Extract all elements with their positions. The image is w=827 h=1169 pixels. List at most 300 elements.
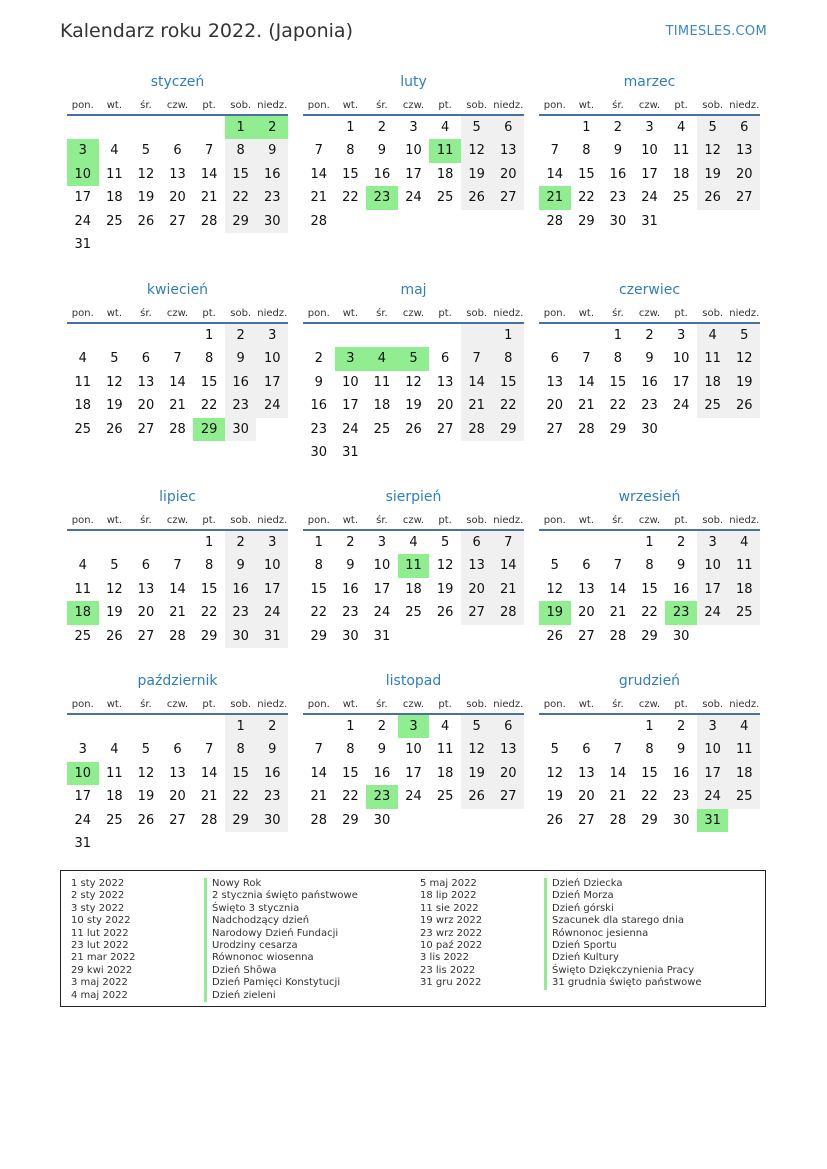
day-cell: 19 [436,581,454,597]
empty-cell [303,116,335,139]
day-cell: 6 [440,351,450,367]
holiday-entry: 29 kwi 2022 [71,964,133,976]
day-cell: 4 [78,558,87,574]
day-cell: 2 [225,531,257,554]
month-name: wrzesień [618,489,681,505]
day-cell: 17 [373,581,391,597]
weekday-label: pt. [438,99,452,111]
weekday-label: pt. [202,514,216,526]
week-row [539,210,760,233]
weekday-label: wt. [578,307,594,319]
day-cell: 28 [310,812,328,828]
week-row [303,347,524,370]
holiday-entry: 1 sty 2022 [71,878,125,889]
weekday-label: śr. [612,698,624,710]
day-cell: 14 [492,554,524,577]
week-row [67,347,288,370]
empty-cell [429,210,461,233]
empty-cell [130,832,162,855]
week-row [303,139,524,162]
day-cell: 26 [546,628,564,644]
day-cell: 18 [728,578,760,601]
holiday-entry: Narodowy Dzień Fundacji [204,928,358,940]
empty-cell [492,809,524,832]
day-cell: 20 [137,398,155,414]
holiday-entry: Dzień górski [544,903,702,915]
day-cell: 21 [578,398,595,414]
day-cell: 27 [578,812,595,828]
week-row [303,371,524,394]
holiday-entry: 3 lis 2022 [420,952,469,964]
day-cell: 8 [613,351,623,367]
weekday-label: pon. [71,698,94,710]
empty-cell [130,324,162,347]
day-cell: 14 [310,765,328,781]
day-cell: 25 [697,394,729,417]
day-cell: 12 [546,581,564,597]
empty-cell [366,324,398,347]
day-cell: 2 [676,719,686,734]
day-cell: 29 [310,628,328,644]
week-row [67,233,288,256]
day-cell: 12 [405,374,422,390]
empty-cell [571,715,603,738]
day-cell: 28 [200,812,218,828]
empty-cell [665,210,697,233]
day-cell: 3 [697,715,729,738]
day-cell: 15 [225,762,257,785]
month-name: czerwiec [618,282,681,298]
day-cell: 11 [697,347,729,370]
weekday-label: śr. [612,99,624,111]
month-8 [303,485,524,648]
day-cell: 14 [578,374,595,390]
empty-cell [398,324,430,347]
brand-link[interactable]: TIMESLES.COM [665,24,767,39]
week-row [539,347,760,370]
weekday-label: pon. [71,99,94,111]
day-cell: 8 [582,143,591,159]
empty-cell [99,531,131,554]
day-cell: 30 [225,418,257,441]
weekday-label: niedz. [729,307,760,319]
day-cell: 23 [310,421,328,437]
day-cell: 23 [256,785,288,808]
week-row [67,809,288,832]
day-cell: 20 [492,163,524,186]
week-row [539,163,760,186]
empty-cell [67,715,99,738]
week-row [539,418,760,441]
holiday-entry: Nowy Rok [204,878,358,890]
day-cell: 16 [310,398,328,414]
day-cell: 15 [609,374,627,390]
day-cell: 24 [641,190,658,206]
weekday-label: śr. [140,698,152,710]
day-cell: 21 [609,789,627,805]
empty-cell [398,441,430,464]
empty-cell [67,116,99,139]
day-cell: 28 [200,213,218,229]
day-cell: 2 [225,324,257,347]
month-12 [539,669,760,832]
day-cell: 9 [676,558,686,574]
day-cell: 17 [672,374,690,390]
holiday-entry: Dzień Shōwa [204,965,358,977]
day-cell: 23 [665,601,697,624]
weekday-header [67,511,288,531]
weekday-header [539,96,760,116]
weekday-label: czw. [638,99,661,111]
day-cell: 4 [697,324,729,347]
day-cell: 12 [137,765,155,781]
empty-cell [162,324,194,347]
holiday-entry: Szacunek dla starego dnia [544,915,702,927]
day-cell: 14 [609,765,627,781]
day-cell: 17 [697,578,729,601]
day-cell: 12 [106,581,123,597]
empty-cell [99,116,131,139]
day-cell: 1 [492,324,524,347]
day-cell: 1 [346,120,355,135]
weekday-label: sob. [466,99,488,111]
weekday-label: sob. [466,307,488,319]
day-cell: 3 [256,531,288,554]
day-cell: 24 [74,213,92,229]
day-cell: 17 [256,578,288,601]
day-cell: 16 [373,765,391,781]
day-cell: 8 [645,742,654,758]
day-cell: 10 [405,143,422,159]
empty-cell [398,210,430,233]
day-cell: 28 [310,213,328,229]
day-cell: 15 [641,765,658,781]
day-cell: 20 [492,762,524,785]
empty-cell [256,233,288,256]
week-row [303,762,524,785]
day-cell: 24 [697,785,729,808]
day-cell: 1 [204,535,214,550]
day-cell: 22 [200,398,218,414]
day-cell: 12 [461,139,493,162]
weekday-header [539,511,760,531]
month-name: luty [400,74,427,90]
day-cell: 30 [641,421,658,437]
weekday-label: wt. [106,514,122,526]
day-cell: 9 [676,742,686,758]
weekday-label: pt. [438,307,452,319]
month-name: sierpień [385,489,442,505]
day-cell: 18 [436,765,454,781]
day-cell: 15 [200,374,218,390]
empty-cell [461,441,493,464]
day-cell: 30 [256,210,288,233]
weekday-label: pt. [674,99,688,111]
empty-cell [225,832,257,855]
month-7 [67,485,288,648]
day-cell: 18 [106,190,123,206]
day-cell: 19 [539,601,571,624]
week-row [67,578,288,601]
day-cell: 3 [67,139,99,162]
day-cell: 14 [169,374,186,390]
day-cell: 24 [697,601,729,624]
day-cell: 21 [539,186,571,209]
week-row [539,762,760,785]
day-cell: 12 [436,558,454,574]
week-row [303,554,524,577]
weekday-header [303,511,524,531]
holiday-entry: Dzień Kultury [544,952,702,964]
day-cell: 26 [106,421,123,437]
day-cell: 30 [609,213,627,229]
day-cell: 24 [373,605,391,621]
holiday-entry: Dzień Morza [544,890,702,902]
weekday-label: niedz. [493,99,524,111]
weekday-label: niedz. [729,698,760,710]
holiday-dates-col-1 [71,878,136,1002]
day-cell: 11 [672,143,690,159]
day-cell: 18 [67,601,99,624]
empty-cell [492,441,524,464]
empty-cell [539,715,571,738]
day-cell: 20 [137,605,155,621]
day-cell: 7 [461,347,493,370]
month-5 [303,278,524,464]
holiday-entry: 10 sty 2022 [71,915,131,927]
week-row [539,139,760,162]
day-cell: 28 [169,421,186,437]
week-row [539,554,760,577]
day-cell: 1 [225,116,257,139]
day-cell: 19 [546,789,564,805]
weekday-label: czw. [166,307,189,319]
month-9 [539,485,760,648]
day-cell: 25 [74,628,92,644]
empty-cell [225,233,257,256]
day-cell: 3 [377,535,387,550]
day-cell: 5 [550,558,559,574]
day-cell: 10 [67,762,99,785]
day-cell: 1 [645,535,654,550]
day-cell: 31 [697,809,729,832]
day-cell: 11 [74,581,92,597]
empty-cell [256,832,288,855]
day-cell: 13 [492,139,524,162]
day-cell: 4 [440,120,450,135]
holiday-entry: 2 stycznia święto państwowe [204,890,358,902]
week-row [539,116,760,139]
day-cell: 23 [641,398,658,414]
weekday-label: śr. [376,99,388,111]
day-cell: 27 [436,421,454,437]
day-cell: 31 [641,213,658,229]
weekday-label: pt. [674,698,688,710]
day-cell: 27 [578,628,595,644]
empty-cell [193,715,225,738]
day-cell: 10 [672,351,690,367]
day-cell: 15 [310,581,328,597]
empty-cell [162,832,194,855]
day-cell: 28 [169,628,186,644]
week-row [303,210,524,233]
day-cell: 5 [697,116,729,139]
day-cell: 13 [169,765,186,781]
day-cell: 6 [461,531,493,554]
day-cell: 17 [74,789,92,805]
weekday-label: wt. [106,99,122,111]
day-cell: 25 [672,190,690,206]
day-cell: 22 [641,789,658,805]
day-cell: 7 [613,742,623,758]
weekday-label: niedz. [257,99,288,111]
empty-cell [571,324,603,347]
day-cell: 30 [373,812,391,828]
day-cell: 31 [74,236,92,252]
weekday-label: sob. [702,698,724,710]
day-cell: 3 [335,347,367,370]
day-cell: 21 [492,578,524,601]
month-2 [303,70,524,233]
week-row [303,809,524,832]
empty-cell [162,531,194,554]
day-cell: 29 [200,628,218,644]
day-cell: 25 [728,601,760,624]
weekday-label: pon. [71,307,94,319]
weekday-label: niedz. [493,307,524,319]
day-cell: 17 [342,398,359,414]
day-cell: 7 [550,143,559,159]
day-cell: 25 [436,789,454,805]
day-cell: 21 [609,605,627,621]
day-cell: 8 [225,139,257,162]
day-cell: 12 [697,139,729,162]
day-cell: 13 [169,166,186,182]
empty-cell [162,233,194,256]
day-cell: 5 [440,535,450,550]
day-cell: 11 [373,374,391,390]
empty-cell [461,324,493,347]
day-cell: 25 [405,605,422,621]
month-name: lipiec [159,489,196,505]
day-cell: 3 [398,715,430,738]
empty-cell [67,324,99,347]
weekday-label: sob. [466,698,488,710]
day-cell: 5 [141,742,151,758]
day-cell: 8 [225,738,257,761]
weekday-label: wt. [106,698,122,710]
day-cell: 29 [609,421,627,437]
day-cell: 4 [728,531,760,554]
day-cell: 8 [645,558,654,574]
page-title: Kalendarz roku 2022. (Japonia) [60,20,353,42]
day-cell: 8 [204,351,214,367]
week-row [539,186,760,209]
day-cell: 8 [314,558,323,574]
holiday-entry: Dzień Pamięci Konstytucji [204,977,358,989]
day-cell: 16 [225,371,257,394]
day-cell: 12 [546,765,564,781]
day-cell: 17 [697,762,729,785]
day-cell: 28 [461,418,493,441]
day-cell: 6 [173,742,182,758]
day-cell: 22 [492,394,524,417]
day-cell: 19 [461,163,493,186]
weekday-label: pon. [307,514,330,526]
empty-cell [99,233,131,256]
day-cell: 11 [398,554,430,577]
day-cell: 7 [492,531,524,554]
week-row [303,785,524,808]
week-row [303,738,524,761]
week-row [303,324,524,347]
empty-cell [130,233,162,256]
weekday-label: śr. [376,698,388,710]
week-row [67,738,288,761]
weekday-label: wt. [342,514,358,526]
day-cell: 4 [728,715,760,738]
day-cell: 9 [346,558,355,574]
day-cell: 26 [546,812,564,828]
empty-cell [602,531,634,554]
day-cell: 11 [106,765,123,781]
empty-cell [193,832,225,855]
day-cell: 9 [256,139,288,162]
month-name: maj [400,282,427,298]
day-cell: 4 [110,143,119,159]
holiday-entry: Urodziny cesarza [204,940,358,952]
empty-cell [67,531,99,554]
day-cell: 11 [106,166,123,182]
day-cell: 11 [728,738,760,761]
weekday-label: pon. [543,307,566,319]
day-cell: 3 [697,531,729,554]
holiday-entry: 10 paź 2022 [420,940,483,952]
day-cell: 23 [609,190,627,206]
week-row [67,371,288,394]
day-cell: 25 [106,812,123,828]
weekday-header [67,695,288,715]
empty-cell [162,715,194,738]
day-cell: 24 [405,190,422,206]
weekday-label: pon. [71,514,94,526]
day-cell: 11 [728,554,760,577]
day-cell: 26 [106,628,123,644]
day-cell: 7 [314,742,323,758]
day-cell: 23 [225,394,257,417]
day-cell: 18 [728,762,760,785]
week-row [67,186,288,209]
week-row [67,554,288,577]
week-row [67,785,288,808]
day-cell: 15 [641,581,658,597]
day-cell: 1 [346,719,355,734]
day-cell: 17 [256,371,288,394]
day-cell: 3 [645,120,654,135]
day-cell: 3 [256,324,288,347]
day-cell: 14 [200,765,218,781]
weekday-label: pon. [307,698,330,710]
week-row [303,531,524,554]
empty-cell [461,210,493,233]
day-cell: 13 [461,554,493,577]
holiday-names-col-2 [544,878,702,990]
month-4 [67,278,288,441]
day-cell: 7 [582,351,591,367]
empty-cell [429,625,461,648]
day-cell: 12 [461,738,493,761]
day-cell: 26 [436,605,454,621]
